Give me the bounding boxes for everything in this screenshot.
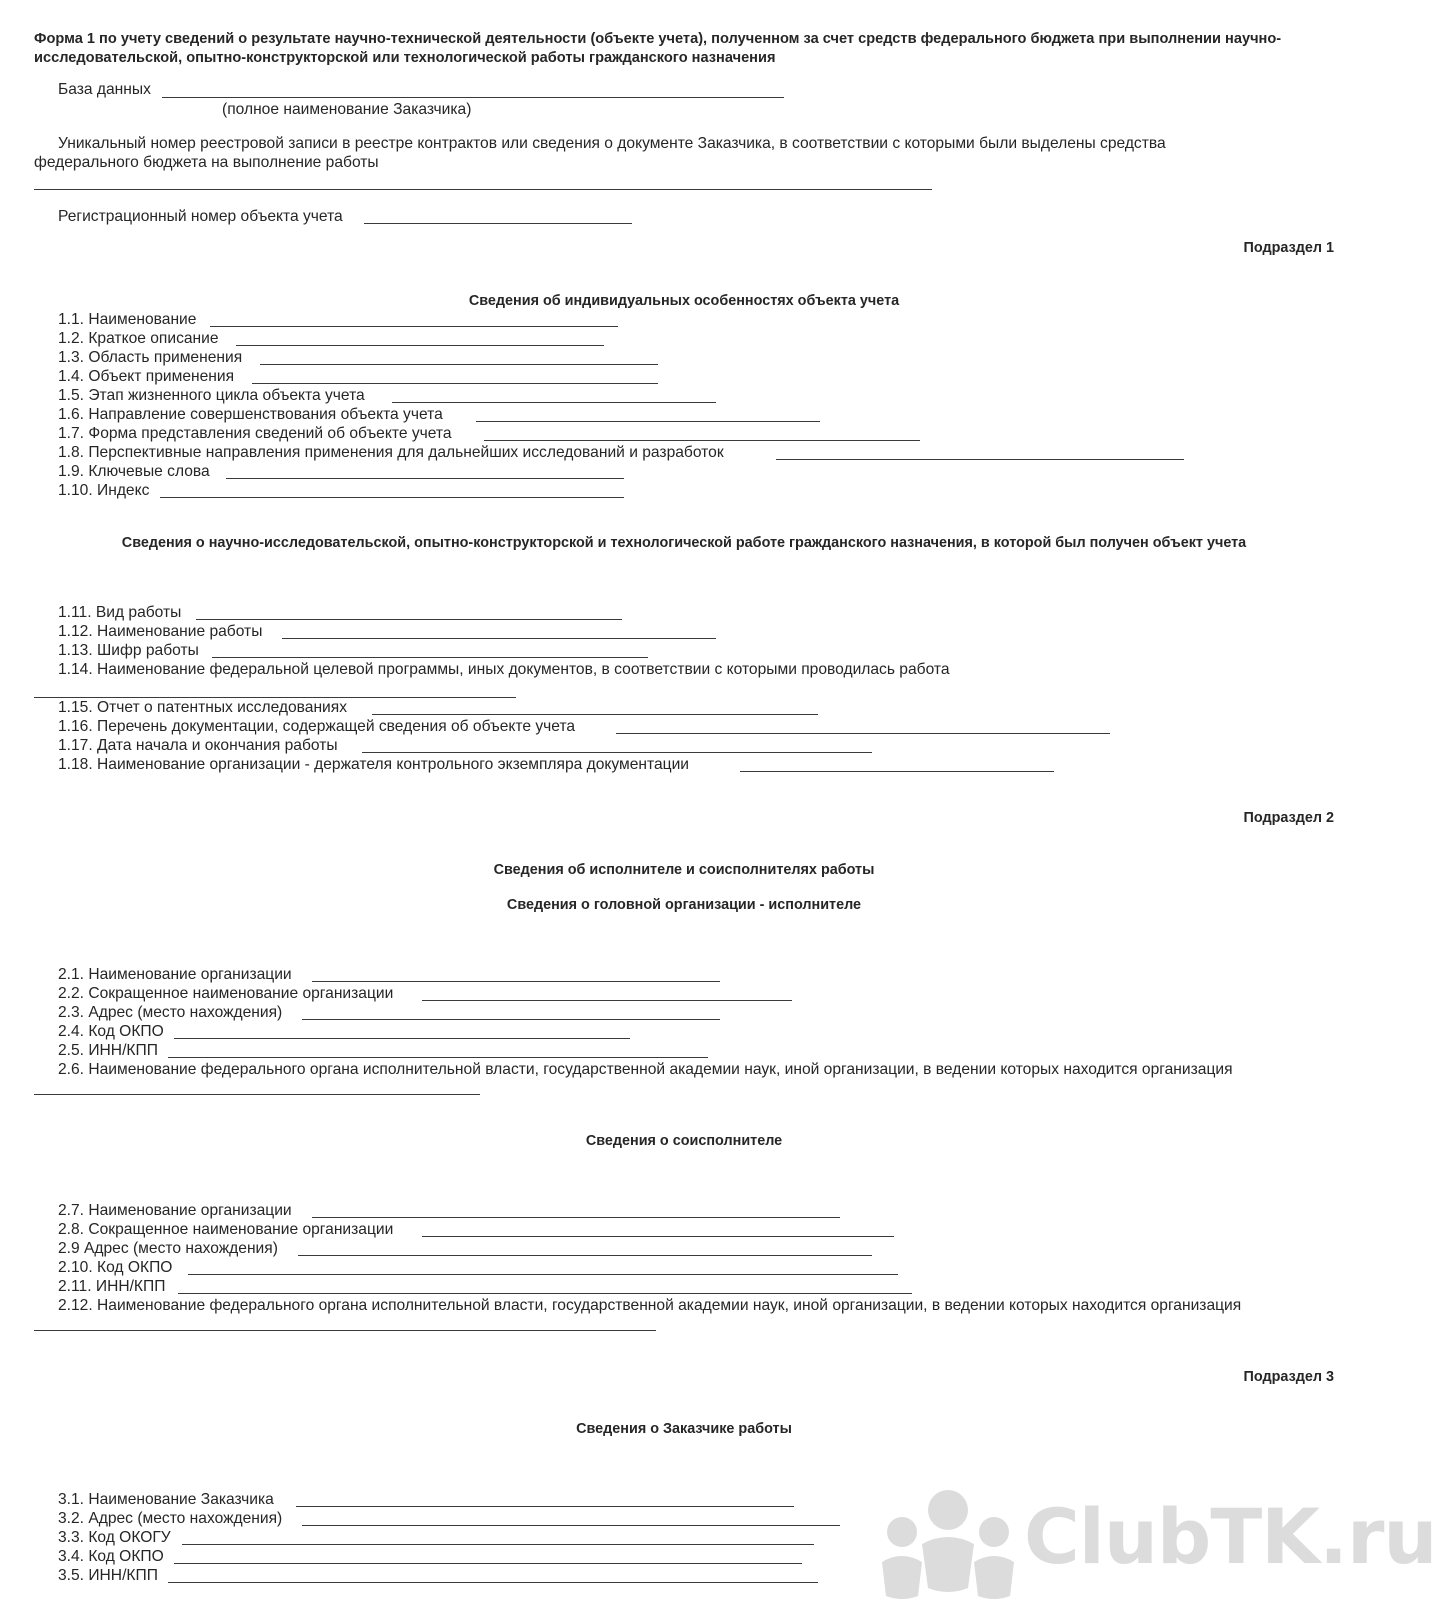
item-2-2: 2.2. Сокращенное наименование организации xyxy=(58,985,394,1002)
item-3-5: 3.5. ИНН/КПП xyxy=(58,1567,158,1584)
item-1-14: 1.14. Наименование федеральной целевой программы, иных документов, в соответствии с которыми проводилась работа xyxy=(58,661,950,678)
blank-1-12 xyxy=(282,638,716,639)
head-org-heading: Сведения о головной организации - исполнителе xyxy=(506,897,862,913)
blank-1-16 xyxy=(616,733,1110,734)
database-blank xyxy=(162,97,784,98)
item-3-2: 3.2. Адрес (место нахождения) xyxy=(58,1510,283,1527)
blank-3-4 xyxy=(174,1563,802,1564)
item-1-12: 1.12. Наименование работы xyxy=(58,623,263,640)
clubtk-watermark xyxy=(878,1484,1437,1604)
blank-3-2 xyxy=(302,1525,840,1526)
blank-2-8 xyxy=(422,1236,894,1237)
blank-1-1 xyxy=(210,326,618,327)
item-2-9: 2.9 Адрес (место нахождения) xyxy=(58,1240,278,1257)
blank-2-2 xyxy=(422,1000,792,1001)
item-1-4: 1.4. Объект применения xyxy=(58,368,235,385)
item-2-8: 2.8. Сокращенное наименование организации xyxy=(58,1221,394,1238)
item-2-6: 2.6. Наименование федерального органа исполнительной власти, государственной академии наук, иной организации, в ведении которых находится организация xyxy=(58,1061,1233,1078)
blank-1-10 xyxy=(160,497,624,498)
item-1-1: 1.1. Наименование xyxy=(58,311,197,328)
item-2-7: 2.7. Наименование организации xyxy=(58,1202,292,1219)
work-heading: Сведения о научно-исследовательской, опытно-конструкторской и технологической работе гражданского назначения, в которой был получен объект учета xyxy=(121,535,1247,551)
blank-1-5 xyxy=(392,402,716,403)
blank-2-7 xyxy=(312,1217,840,1218)
subsection3-label: Подраздел 3 xyxy=(1243,1369,1334,1385)
subsection1-heading: Сведения об индивидуальных особенностях объекта учета xyxy=(468,293,900,309)
blank-2-5 xyxy=(168,1057,708,1058)
blank-1-11 xyxy=(196,619,622,620)
item-1-15: 1.15. Отчет о патентных исследованиях xyxy=(58,699,348,716)
item-2-11: 2.11. ИНН/КПП xyxy=(58,1278,166,1295)
item-1-10: 1.10. Индекс xyxy=(58,482,150,499)
blank-1-8 xyxy=(776,459,1184,460)
blank-1-9 xyxy=(226,478,624,479)
blank-2-11 xyxy=(178,1293,912,1294)
reg-number-blank xyxy=(364,223,632,224)
item-1-3: 1.3. Область применения xyxy=(58,349,243,366)
blank-1-17 xyxy=(362,752,872,753)
item-1-13: 1.13. Шифр работы xyxy=(58,642,199,659)
customer-caption: (полное наименование Заказчика) xyxy=(222,101,472,118)
blank-2-10 xyxy=(188,1274,898,1275)
registry-text-line1: Уникальный номер реестровой записи в реестре контрактов или сведения о документе Заказчика, в соответствии с которыми были выделены средства xyxy=(58,135,1166,152)
item-3-4: 3.4. Код ОКПО xyxy=(58,1548,164,1565)
item-2-10: 2.10. Код ОКПО xyxy=(58,1259,173,1276)
item-1-7: 1.7. Форма представления сведений об объекте учета xyxy=(58,425,452,442)
people-group-icon xyxy=(878,1484,1018,1604)
blank-3-1 xyxy=(296,1506,794,1507)
item-2-4: 2.4. Код ОКПО xyxy=(58,1023,164,1040)
subsection2-heading: Сведения об исполнителе и соисполнителях работы xyxy=(493,862,875,878)
subsection3-heading: Сведения о Заказчике работы xyxy=(576,1421,792,1437)
subsection2-label: Подраздел 2 xyxy=(1243,810,1334,826)
item-3-3: 3.3. Код ОКОГУ xyxy=(58,1529,171,1546)
registry-text-line2: федерального бюджета на выполнение работы xyxy=(34,154,379,171)
item-1-2: 1.2. Краткое описание xyxy=(58,330,219,347)
blank-2-3 xyxy=(302,1019,720,1020)
blank-2-4 xyxy=(174,1038,630,1039)
blank-3-5 xyxy=(168,1582,818,1583)
blank-1-2 xyxy=(236,345,604,346)
item-2-3: 2.3. Адрес (место нахождения) xyxy=(58,1004,283,1021)
reg-number-label: Регистрационный номер объекта учета xyxy=(58,208,343,225)
blank-1-18 xyxy=(740,771,1054,772)
item-1-5: 1.5. Этап жизненного цикла объекта учета xyxy=(58,387,365,404)
blank-1-4 xyxy=(252,383,658,384)
item-1-8: 1.8. Перспективные направления применения для дальнейших исследований и разработок xyxy=(58,444,724,461)
blank-1-6 xyxy=(476,421,820,422)
blank-1-3 xyxy=(260,364,658,365)
item-1-17: 1.17. Дата начала и окончания работы xyxy=(58,737,338,754)
item-2-5: 2.5. ИНН/КПП xyxy=(58,1042,158,1059)
coexec-heading: Сведения о соисполнителе xyxy=(585,1133,783,1149)
registry-blank xyxy=(34,189,932,190)
blank-2-9 xyxy=(298,1255,872,1256)
blank-1-15 xyxy=(372,714,818,715)
database-label: База данных xyxy=(58,81,151,98)
item-1-6: 1.6. Направление совершенствования объекта учета xyxy=(58,406,443,423)
blank-2-6 xyxy=(34,1094,480,1095)
item-1-16: 1.16. Перечень документации, содержащей сведения об объекте учета xyxy=(58,718,576,735)
blank-3-3 xyxy=(182,1544,814,1545)
item-1-11: 1.11. Вид работы xyxy=(58,604,182,621)
watermark-text: ClubTK.ru xyxy=(1024,1492,1437,1581)
blank-1-7 xyxy=(484,440,920,441)
blank-2-1 xyxy=(312,981,720,982)
item-1-9: 1.9. Ключевые слова xyxy=(58,463,210,480)
blank-2-12 xyxy=(34,1330,656,1331)
form-title: Форма 1 по учету сведений о результате научно-технической деятельности (объекте учета), полученном за счет средств федерального бюджета при выполнении научно-исследовательской, опытно-конструкторской или технологической работы гражданского назначения xyxy=(34,31,1282,66)
item-1-18: 1.18. Наименование организации - держателя контрольного экземпляра документации xyxy=(58,756,690,773)
item-2-1: 2.1. Наименование организации xyxy=(58,966,292,983)
item-2-12: 2.12. Наименование федерального органа исполнительной власти, государственной академии наук, иной организации, в ведении которых находится организация xyxy=(58,1297,1242,1314)
item-3-1: 3.1. Наименование Заказчика xyxy=(58,1491,274,1508)
blank-1-13 xyxy=(212,657,648,658)
subsection1-label: Подраздел 1 xyxy=(1243,240,1334,256)
